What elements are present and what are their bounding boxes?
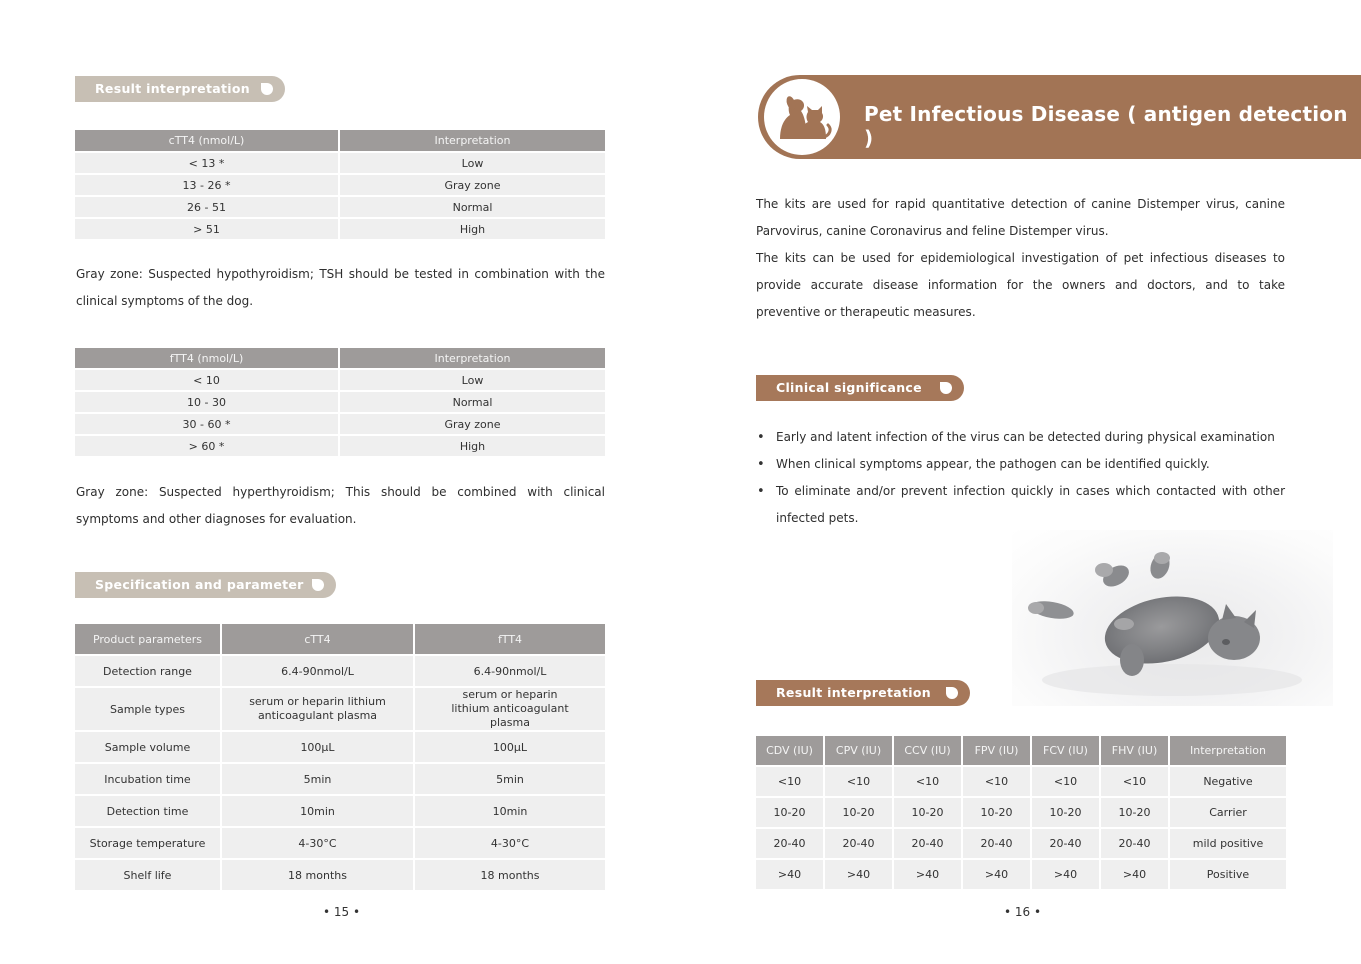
specification-table [73,622,607,892]
leaf-icon [940,382,952,394]
table-cell: serum or heparin lithium anticoagulant plasma [415,688,605,730]
table-cell: 20-40 [963,829,1030,858]
table-cell: Gray zone [340,175,605,195]
table-cell: 100μL [415,732,605,762]
table-cell: Sample volume [75,732,220,762]
table-row [75,197,605,217]
table-cell: Storage temperature [75,828,220,858]
section-title-text: Clinical significance [776,380,922,395]
page-number-right: • 16 • [1004,905,1042,919]
table-row [75,392,605,412]
table-cell: <10 [894,767,961,796]
table-cell: Negative [1170,767,1286,796]
virus-result-table [754,734,1288,891]
list-item: • When clinical symptoms appear, the pathogen can be identified quickly. [755,451,1285,478]
table-header: FPV (IU) [963,736,1030,765]
table-cell: >40 [894,860,961,889]
table-row [75,175,605,195]
table-cell: High [340,219,605,239]
table-header: FHV (IU) [1101,736,1168,765]
table-row [75,828,605,858]
table-row [75,688,605,730]
table-cell: <10 [963,767,1030,796]
table-cell: Detection range [75,656,220,686]
banner-icon-circle [764,79,840,155]
table-cell: 6.4-90nmol/L [415,656,605,686]
table-header: fTT4 [415,624,605,654]
table-cell: Gray zone [340,414,605,434]
table-cell: <10 [825,767,892,796]
table-header: Interpretation [1170,736,1286,765]
table-header: CPV (IU) [825,736,892,765]
table-cell: 26 - 51 [75,197,338,217]
table-cell: > 51 [75,219,338,239]
kitten-photo [1012,530,1333,706]
table-cell: <10 [1101,767,1168,796]
table-cell: >40 [1032,860,1099,889]
table-cell: < 13 * [75,153,338,173]
section-title-result-interpretation-right [756,680,970,706]
table-row [756,860,1286,889]
ctt4-table [73,128,607,241]
table-cell: 10-20 [756,798,823,827]
table-cell: 5min [222,764,413,794]
table-cell: 100μL [222,732,413,762]
table-cell: serum or heparin lithium anticoagulant plasma [222,688,413,730]
table-row [75,860,605,890]
table-cell: <10 [756,767,823,796]
section-title-text: Result interpretation [95,81,250,96]
table-cell: <10 [1032,767,1099,796]
table-header: cTT4 (nmol/L) [75,130,338,151]
intro-paragraph-2: The kits can be used for epidemiological investigation of pet infectious diseases to provide accurate disease information for the owners and doctors, and to take preventive or therapeutic measures. [756,251,1285,319]
table-cell: Incubation time [75,764,220,794]
table-header: fTT4 (nmol/L) [75,348,338,368]
table-row [75,732,605,762]
dog-cat-icon [764,79,840,155]
table-cell: 20-40 [894,829,961,858]
table-cell: Detection time [75,796,220,826]
table-cell: < 10 [75,370,338,390]
table-header: Product parameters [75,624,220,654]
table-cell: 10 - 30 [75,392,338,412]
table-row [75,764,605,794]
leaf-icon [312,579,324,591]
table-cell: >40 [1101,860,1168,889]
table-cell: 20-40 [1032,829,1099,858]
ftt4-table [73,346,607,458]
page-number-left: • 15 • [323,905,361,919]
section-title-result-interpretation [75,76,285,102]
table-cell: 20-40 [825,829,892,858]
table-row [756,767,1286,796]
table-row [75,370,605,390]
table-row [756,829,1286,858]
table-header: Interpretation [340,348,605,368]
table-cell: >40 [963,860,1030,889]
table-row [75,219,605,239]
table-row [75,656,605,686]
list-item: • To eliminate and/or prevent infection quickly in cases which contacted with other infected pets. [755,478,1285,532]
table-cell: Normal [340,392,605,412]
table-row [75,153,605,173]
table-cell: mild positive [1170,829,1286,858]
table-cell: High [340,436,605,456]
intro-paragraph: The kits are used for rapid quantitative detection of canine Distemper virus, canine Parvovirus, canine Coronavirus and feline Distemper virus. [756,197,1285,238]
table-row [756,798,1286,827]
table-cell: Sample types [75,688,220,730]
table-row [75,414,605,434]
table-cell: 20-40 [756,829,823,858]
gray-zone-note-hyper: Gray zone: Suspected hyperthyroidism; This should be combined with clinical symptoms and other diagnoses for evaluation. [76,485,605,526]
page-title: Pet Infectious Disease ( antigen detection ) [864,102,1348,150]
table-cell: 10-20 [963,798,1030,827]
table-cell: 6.4-90nmol/L [222,656,413,686]
gray-zone-note-hypo: Gray zone: Suspected hypothyroidism; TSH should be tested in combination with the clinical symptoms of the dog. [76,267,605,308]
table-cell: 10min [222,796,413,826]
table-header: CDV (IU) [756,736,823,765]
table-cell: 10-20 [894,798,961,827]
section-title-text: Specification and parameter [95,577,304,592]
table-cell: 18 months [415,860,605,890]
table-row [75,436,605,456]
table-cell: > 60 * [75,436,338,456]
table-header: FCV (IU) [1032,736,1099,765]
leaf-icon [261,83,273,95]
table-cell: 10-20 [825,798,892,827]
clinical-significance-list [755,424,1285,532]
table-cell: Low [340,153,605,173]
table-cell: 5min [415,764,605,794]
table-cell: 13 - 26 * [75,175,338,195]
section-title-specification [75,572,336,598]
table-cell: Low [340,370,605,390]
leaf-icon [946,687,958,699]
section-title-text: Result interpretation [776,685,931,700]
table-row [75,796,605,826]
table-cell: >40 [825,860,892,889]
table-cell: 10-20 [1101,798,1168,827]
table-cell: >40 [756,860,823,889]
table-cell: 10-20 [1032,798,1099,827]
table-cell: 30 - 60 * [75,414,338,434]
list-item: • Early and latent infection of the virus can be detected during physical examination [755,424,1285,451]
table-header: cTT4 [222,624,413,654]
table-cell: Normal [340,197,605,217]
table-cell: 4-30°C [415,828,605,858]
table-cell: 18 months [222,860,413,890]
section-title-clinical-significance [756,375,964,401]
table-cell: Positive [1170,860,1286,889]
table-header: Interpretation [340,130,605,151]
table-cell: Carrier [1170,798,1286,827]
table-header: CCV (IU) [894,736,961,765]
table-cell: Shelf life [75,860,220,890]
table-cell: 4-30°C [222,828,413,858]
table-cell: 20-40 [1101,829,1168,858]
table-cell: 10min [415,796,605,826]
